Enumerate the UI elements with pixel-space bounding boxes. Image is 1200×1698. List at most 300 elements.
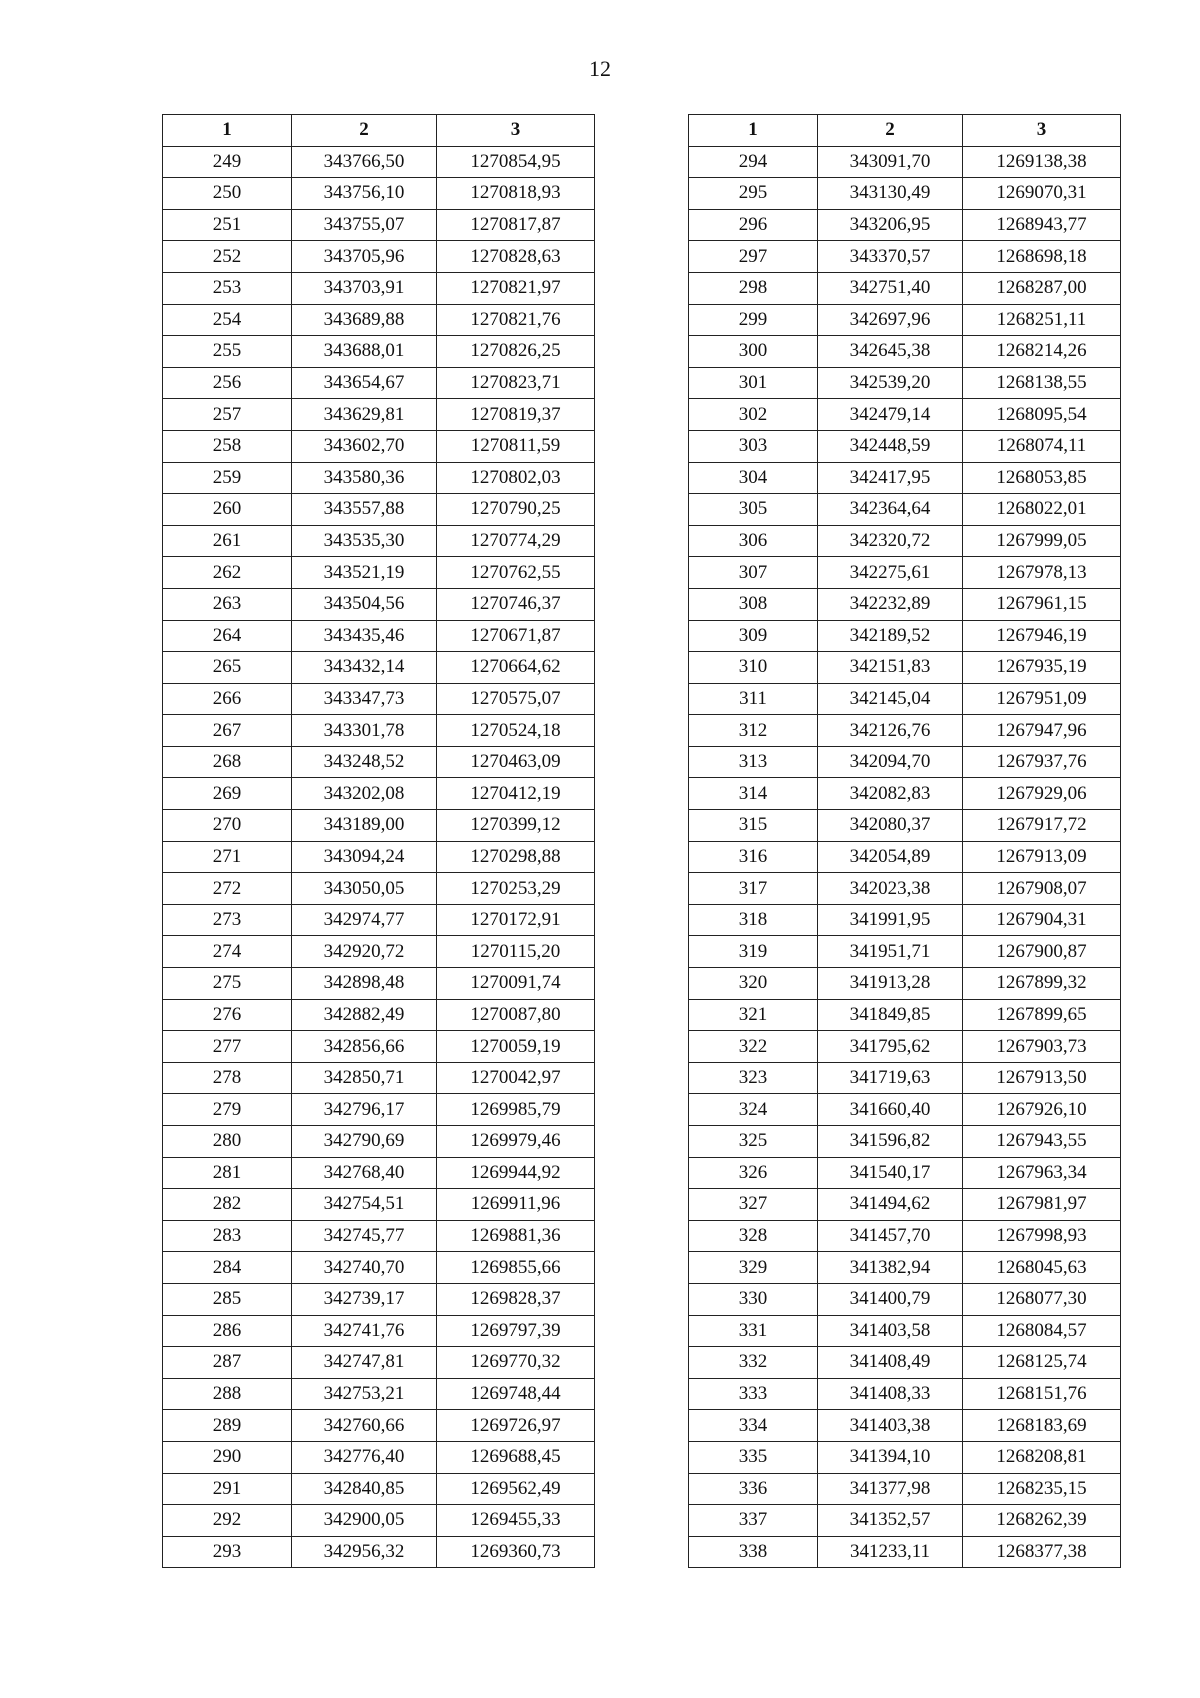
coordinate-y-cell: 1270774,29: [437, 525, 595, 557]
coordinate-x-cell: 341400,79: [818, 1283, 963, 1315]
coordinate-x-cell: 343521,19: [292, 557, 437, 589]
table-row: [689, 1031, 1121, 1063]
coordinate-y-cell: 1268151,76: [963, 1378, 1121, 1410]
coordinate-y-cell: 1268208,81: [963, 1441, 1121, 1473]
point-number-cell: 253: [163, 272, 292, 304]
coordinate-x-cell: 342856,66: [292, 1031, 437, 1063]
point-number-cell: 313: [689, 746, 818, 778]
coordinate-y-cell: 1270823,71: [437, 367, 595, 399]
point-number-cell: 286: [163, 1315, 292, 1347]
coordinate-x-cell: 342900,05: [292, 1505, 437, 1537]
coordinate-x-cell: 343755,07: [292, 209, 437, 241]
point-number-cell: 328: [689, 1220, 818, 1252]
table-row: [163, 652, 595, 684]
coordinate-x-cell: 341408,33: [818, 1378, 963, 1410]
table-row: [689, 683, 1121, 715]
table-row: [163, 1536, 595, 1568]
point-number-cell: 269: [163, 778, 292, 810]
point-number-cell: 254: [163, 304, 292, 336]
coordinate-x-cell: 343756,10: [292, 178, 437, 210]
point-number-cell: 302: [689, 399, 818, 431]
point-number-cell: 252: [163, 241, 292, 273]
table-header-row: [689, 115, 1121, 147]
table-row: [689, 1157, 1121, 1189]
coordinate-x-cell: 342126,76: [818, 715, 963, 747]
coordinate-x-cell: 342479,14: [818, 399, 963, 431]
coordinate-y-cell: 1267937,76: [963, 746, 1121, 778]
coordinate-y-cell: 1268084,57: [963, 1315, 1121, 1347]
coordinate-y-cell: 1269985,79: [437, 1094, 595, 1126]
coordinate-y-cell: 1270115,20: [437, 936, 595, 968]
coordinate-x-cell: 343206,95: [818, 209, 963, 241]
coordinate-x-cell: 343202,08: [292, 778, 437, 810]
table-row: [689, 968, 1121, 1000]
table-row: [689, 178, 1121, 210]
coordinate-y-cell: 1268287,00: [963, 272, 1121, 304]
coordinate-y-cell: 1267913,09: [963, 841, 1121, 873]
table-row: [689, 1062, 1121, 1094]
coordinate-x-cell: 343347,73: [292, 683, 437, 715]
coordinate-y-cell: 1270524,18: [437, 715, 595, 747]
coordinate-y-cell: 1267913,50: [963, 1062, 1121, 1094]
coordinate-y-cell: 1270762,55: [437, 557, 595, 589]
coordinate-x-cell: 342776,40: [292, 1441, 437, 1473]
point-number-cell: 323: [689, 1062, 818, 1094]
point-number-cell: 338: [689, 1536, 818, 1568]
table-row: [689, 652, 1121, 684]
coordinate-x-cell: 342697,96: [818, 304, 963, 336]
coordinate-y-cell: 1270746,37: [437, 588, 595, 620]
point-number-cell: 314: [689, 778, 818, 810]
point-number-cell: 266: [163, 683, 292, 715]
coordinate-y-cell: 1268943,77: [963, 209, 1121, 241]
table-row: [163, 367, 595, 399]
coordinate-x-cell: 343050,05: [292, 873, 437, 905]
point-number-cell: 310: [689, 652, 818, 684]
coordinate-x-cell: 343654,67: [292, 367, 437, 399]
coordinate-y-cell: 1270817,87: [437, 209, 595, 241]
coordinate-x-cell: 342145,04: [818, 683, 963, 715]
coordinate-y-cell: 1267926,10: [963, 1094, 1121, 1126]
coordinate-y-cell: 1270671,87: [437, 620, 595, 652]
coordinate-x-cell: 342054,89: [818, 841, 963, 873]
coordinate-x-cell: 342753,21: [292, 1378, 437, 1410]
coordinate-y-cell: 1270821,76: [437, 304, 595, 336]
coordinate-x-cell: 341540,17: [818, 1157, 963, 1189]
point-number-cell: 258: [163, 430, 292, 462]
coordinate-y-cell: 1270091,74: [437, 968, 595, 1000]
coordinate-x-cell: 341403,58: [818, 1315, 963, 1347]
coordinate-y-cell: 1269562,49: [437, 1473, 595, 1505]
table-row: [689, 462, 1121, 494]
table-body-right: [689, 146, 1121, 1568]
point-number-cell: 321: [689, 999, 818, 1031]
coordinate-x-cell: 342151,83: [818, 652, 963, 684]
coordinate-y-cell: 1269688,45: [437, 1441, 595, 1473]
coordinate-x-cell: 341596,82: [818, 1126, 963, 1158]
coordinate-x-cell: 343301,78: [292, 715, 437, 747]
coordinate-x-cell: 341352,57: [818, 1505, 963, 1537]
table-row: [689, 873, 1121, 905]
coordinate-x-cell: 343688,01: [292, 336, 437, 368]
coordinate-y-cell: 1270298,88: [437, 841, 595, 873]
table-row: [163, 304, 595, 336]
table-row: [163, 494, 595, 526]
table-row: [163, 746, 595, 778]
point-number-cell: 280: [163, 1126, 292, 1158]
table-row: [689, 494, 1121, 526]
coordinate-x-cell: 341457,70: [818, 1220, 963, 1252]
table-row: [689, 1220, 1121, 1252]
point-number-cell: 298: [689, 272, 818, 304]
coordinate-y-cell: 1267903,73: [963, 1031, 1121, 1063]
coordinate-x-cell: 341913,28: [818, 968, 963, 1000]
point-number-cell: 334: [689, 1410, 818, 1442]
coordinate-x-cell: 342740,70: [292, 1252, 437, 1284]
coordinate-x-cell: 342796,17: [292, 1094, 437, 1126]
coordinate-y-cell: 1268262,39: [963, 1505, 1121, 1537]
coordinate-y-cell: 1270790,25: [437, 494, 595, 526]
table-row: [163, 1410, 595, 1442]
point-number-cell: 293: [163, 1536, 292, 1568]
coordinate-y-cell: 1270059,19: [437, 1031, 595, 1063]
point-number-cell: 284: [163, 1252, 292, 1284]
table-row: [689, 1189, 1121, 1221]
table-row: [163, 399, 595, 431]
table-row: [163, 1505, 595, 1537]
coordinate-y-cell: 1267947,96: [963, 715, 1121, 747]
coordinate-x-cell: 342275,61: [818, 557, 963, 589]
table-row: [689, 999, 1121, 1031]
table-row: [689, 430, 1121, 462]
column-header-1: 1: [689, 115, 818, 147]
coordinate-x-cell: 343689,88: [292, 304, 437, 336]
point-number-cell: 276: [163, 999, 292, 1031]
table-row: [163, 936, 595, 968]
point-number-cell: 277: [163, 1031, 292, 1063]
coordinate-y-cell: 1269797,39: [437, 1315, 595, 1347]
table-row: [689, 936, 1121, 968]
point-number-cell: 255: [163, 336, 292, 368]
table-row: [163, 1126, 595, 1158]
coordinate-y-cell: 1267998,93: [963, 1220, 1121, 1252]
coordinate-x-cell: 343435,46: [292, 620, 437, 652]
table-row: [163, 873, 595, 905]
coordinate-x-cell: 343094,24: [292, 841, 437, 873]
coordinate-x-cell: 343766,50: [292, 146, 437, 178]
table-row: [163, 1315, 595, 1347]
table-row: [689, 209, 1121, 241]
coordinate-x-cell: 341849,85: [818, 999, 963, 1031]
coordinate-x-cell: 342741,76: [292, 1315, 437, 1347]
point-number-cell: 299: [689, 304, 818, 336]
point-number-cell: 275: [163, 968, 292, 1000]
coordinate-y-cell: 1267917,72: [963, 810, 1121, 842]
point-number-cell: 290: [163, 1441, 292, 1473]
coordinate-y-cell: 1269726,97: [437, 1410, 595, 1442]
point-number-cell: 316: [689, 841, 818, 873]
table-row: [689, 841, 1121, 873]
point-number-cell: 250: [163, 178, 292, 210]
point-number-cell: 304: [689, 462, 818, 494]
table-row: [163, 810, 595, 842]
coordinate-x-cell: 341719,63: [818, 1062, 963, 1094]
coordinate-y-cell: 1270463,09: [437, 746, 595, 778]
point-number-cell: 330: [689, 1283, 818, 1315]
point-number-cell: 249: [163, 146, 292, 178]
coordinate-y-cell: 1269881,36: [437, 1220, 595, 1252]
table-row: [689, 304, 1121, 336]
table-row: [689, 1536, 1121, 1568]
point-number-cell: 281: [163, 1157, 292, 1189]
coordinate-x-cell: 343535,30: [292, 525, 437, 557]
coordinate-y-cell: 1267943,55: [963, 1126, 1121, 1158]
table-row: [163, 778, 595, 810]
coordinate-y-cell: 1269748,44: [437, 1378, 595, 1410]
point-number-cell: 251: [163, 209, 292, 241]
table-row: [689, 1094, 1121, 1126]
point-number-cell: 333: [689, 1378, 818, 1410]
table-row: [163, 683, 595, 715]
coordinate-y-cell: 1270399,12: [437, 810, 595, 842]
coordinate-x-cell: 342417,95: [818, 462, 963, 494]
coordinate-y-cell: 1269979,46: [437, 1126, 595, 1158]
point-number-cell: 296: [689, 209, 818, 241]
coordinate-x-cell: 343130,49: [818, 178, 963, 210]
point-number-cell: 291: [163, 1473, 292, 1505]
coordinate-x-cell: 342790,69: [292, 1126, 437, 1158]
table-row: [689, 715, 1121, 747]
coordinate-y-cell: 1268074,11: [963, 430, 1121, 462]
point-number-cell: 309: [689, 620, 818, 652]
coordinate-x-cell: 343248,52: [292, 746, 437, 778]
coordinate-y-cell: 1267978,13: [963, 557, 1121, 589]
point-number-cell: 311: [689, 683, 818, 715]
table-row: [689, 588, 1121, 620]
coordinate-x-cell: 343504,56: [292, 588, 437, 620]
table-row: [689, 778, 1121, 810]
coordinate-y-cell: 1270819,37: [437, 399, 595, 431]
coordinate-x-cell: 342448,59: [818, 430, 963, 462]
coordinate-y-cell: 1267935,19: [963, 652, 1121, 684]
coordinate-y-cell: 1269770,32: [437, 1347, 595, 1379]
point-number-cell: 297: [689, 241, 818, 273]
table-row: [689, 620, 1121, 652]
point-number-cell: 307: [689, 557, 818, 589]
coordinate-y-cell: 1269138,38: [963, 146, 1121, 178]
coordinate-x-cell: 341951,71: [818, 936, 963, 968]
coordinate-x-cell: 342768,40: [292, 1157, 437, 1189]
coordinate-x-cell: 342850,71: [292, 1062, 437, 1094]
table-row: [163, 588, 595, 620]
table-row: [689, 1410, 1121, 1442]
coordinate-x-cell: 342320,72: [818, 525, 963, 557]
coordinate-y-cell: 1267899,32: [963, 968, 1121, 1000]
table-row: [163, 336, 595, 368]
coordinate-y-cell: 1270042,97: [437, 1062, 595, 1094]
point-number-cell: 278: [163, 1062, 292, 1094]
table-row: [689, 1126, 1121, 1158]
table-row: [689, 241, 1121, 273]
coordinate-y-cell: 1267904,31: [963, 904, 1121, 936]
coordinate-y-cell: 1267929,06: [963, 778, 1121, 810]
table-row: [163, 904, 595, 936]
coordinate-x-cell: 342189,52: [818, 620, 963, 652]
table-row: [689, 1505, 1121, 1537]
table-row: [163, 715, 595, 747]
table-body-left: [163, 146, 595, 1568]
column-header-1: 1: [163, 115, 292, 147]
point-number-cell: 335: [689, 1441, 818, 1473]
coordinate-y-cell: 1268214,26: [963, 336, 1121, 368]
coordinate-y-cell: 1267961,15: [963, 588, 1121, 620]
point-number-cell: 320: [689, 968, 818, 1000]
table-row: [689, 367, 1121, 399]
page-number: 12: [589, 56, 611, 81]
point-number-cell: 262: [163, 557, 292, 589]
coordinate-y-cell: 1268377,38: [963, 1536, 1121, 1568]
point-number-cell: 315: [689, 810, 818, 842]
coordinate-y-cell: 1268125,74: [963, 1347, 1121, 1379]
coordinate-y-cell: 1267963,34: [963, 1157, 1121, 1189]
coordinate-x-cell: 341408,49: [818, 1347, 963, 1379]
coordinate-y-cell: 1267900,87: [963, 936, 1121, 968]
table-row: [689, 1315, 1121, 1347]
coordinate-y-cell: 1269944,92: [437, 1157, 595, 1189]
point-number-cell: 329: [689, 1252, 818, 1284]
coordinate-x-cell: 342082,83: [818, 778, 963, 810]
coordinate-y-cell: 1270854,95: [437, 146, 595, 178]
coordinate-y-cell: 1267899,65: [963, 999, 1121, 1031]
coordinate-x-cell: 342645,38: [818, 336, 963, 368]
coordinate-x-cell: 341795,62: [818, 1031, 963, 1063]
coordinate-x-cell: 342739,17: [292, 1283, 437, 1315]
table-row: [689, 1252, 1121, 1284]
table-row: [163, 178, 595, 210]
table-row: [163, 1062, 595, 1094]
point-number-cell: 326: [689, 1157, 818, 1189]
point-number-cell: 264: [163, 620, 292, 652]
table-row: [163, 1347, 595, 1379]
table-row: [163, 1252, 595, 1284]
table-row: [163, 841, 595, 873]
point-number-cell: 332: [689, 1347, 818, 1379]
coordinate-y-cell: 1268022,01: [963, 494, 1121, 526]
coordinates-table-right: [688, 114, 1121, 1568]
coordinate-x-cell: 342745,77: [292, 1220, 437, 1252]
coordinate-y-cell: 1269911,96: [437, 1189, 595, 1221]
coordinate-y-cell: 1269855,66: [437, 1252, 595, 1284]
table-row: [689, 557, 1121, 589]
coordinate-x-cell: 342751,40: [818, 272, 963, 304]
table-header-row: [163, 115, 595, 147]
table-row: [689, 525, 1121, 557]
table-row: [689, 1347, 1121, 1379]
coordinate-y-cell: 1267981,97: [963, 1189, 1121, 1221]
point-number-cell: 265: [163, 652, 292, 684]
table-row: [163, 1094, 595, 1126]
point-number-cell: 327: [689, 1189, 818, 1221]
table-row: [163, 462, 595, 494]
coordinate-y-cell: 1267908,07: [963, 873, 1121, 905]
point-number-cell: 271: [163, 841, 292, 873]
coordinate-x-cell: 341394,10: [818, 1441, 963, 1473]
coordinate-y-cell: 1268053,85: [963, 462, 1121, 494]
column-header-2: 2: [818, 115, 963, 147]
coordinate-x-cell: 343189,00: [292, 810, 437, 842]
point-number-cell: 257: [163, 399, 292, 431]
coordinate-x-cell: 343705,96: [292, 241, 437, 273]
coordinate-x-cell: 342754,51: [292, 1189, 437, 1221]
point-number-cell: 317: [689, 873, 818, 905]
table-row: [689, 746, 1121, 778]
point-number-cell: 324: [689, 1094, 818, 1126]
point-number-cell: 305: [689, 494, 818, 526]
coordinates-table-left: [162, 114, 595, 1568]
point-number-cell: 279: [163, 1094, 292, 1126]
table-row: [689, 399, 1121, 431]
coordinate-x-cell: 343370,57: [818, 241, 963, 273]
coordinate-y-cell: 1270253,29: [437, 873, 595, 905]
point-number-cell: 325: [689, 1126, 818, 1158]
coordinate-x-cell: 342747,81: [292, 1347, 437, 1379]
point-number-cell: 318: [689, 904, 818, 936]
table-row: [163, 146, 595, 178]
point-number-cell: 336: [689, 1473, 818, 1505]
column-header-2: 2: [292, 115, 437, 147]
coordinate-x-cell: 341403,38: [818, 1410, 963, 1442]
point-number-cell: 303: [689, 430, 818, 462]
point-number-cell: 263: [163, 588, 292, 620]
point-number-cell: 308: [689, 588, 818, 620]
column-header-3: 3: [437, 115, 595, 147]
table-row: [163, 1441, 595, 1473]
table-row: [163, 999, 595, 1031]
point-number-cell: 272: [163, 873, 292, 905]
point-number-cell: 282: [163, 1189, 292, 1221]
coordinate-y-cell: 1268138,55: [963, 367, 1121, 399]
point-number-cell: 270: [163, 810, 292, 842]
coordinate-y-cell: 1270575,07: [437, 683, 595, 715]
point-number-cell: 312: [689, 715, 818, 747]
point-number-cell: 261: [163, 525, 292, 557]
table-row: [689, 146, 1121, 178]
coordinate-x-cell: 343629,81: [292, 399, 437, 431]
coordinate-x-cell: 341494,62: [818, 1189, 963, 1221]
point-number-cell: 306: [689, 525, 818, 557]
point-number-cell: 285: [163, 1283, 292, 1315]
table-row: [163, 1157, 595, 1189]
coordinate-x-cell: 343432,14: [292, 652, 437, 684]
coordinate-y-cell: 1268698,18: [963, 241, 1121, 273]
coordinate-x-cell: 341660,40: [818, 1094, 963, 1126]
table-row: [689, 1473, 1121, 1505]
point-number-cell: 319: [689, 936, 818, 968]
coordinate-x-cell: 342760,66: [292, 1410, 437, 1442]
point-number-cell: 300: [689, 336, 818, 368]
table-row: [163, 525, 595, 557]
point-number-cell: 267: [163, 715, 292, 747]
table-row: [163, 1378, 595, 1410]
coordinate-x-cell: 343703,91: [292, 272, 437, 304]
table-row: [163, 968, 595, 1000]
coordinate-y-cell: 1269455,33: [437, 1505, 595, 1537]
coordinate-x-cell: 342974,77: [292, 904, 437, 936]
coordinate-y-cell: 1267999,05: [963, 525, 1121, 557]
table-row: [163, 430, 595, 462]
point-number-cell: 288: [163, 1378, 292, 1410]
point-number-cell: 273: [163, 904, 292, 936]
